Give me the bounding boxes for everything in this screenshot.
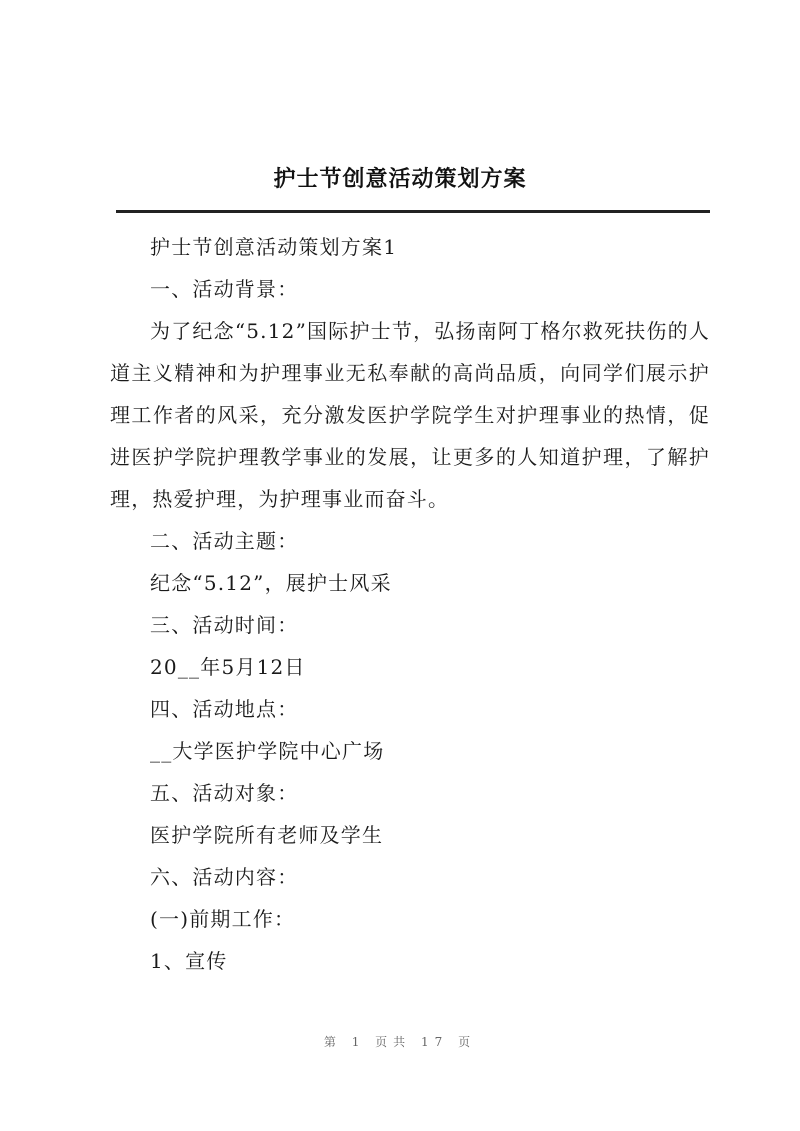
page-footer: 第 1 页共 17 页 xyxy=(323,1035,477,1049)
subsection-heading-prep: (一)前期工作： xyxy=(150,907,296,931)
paragraph-time: 20__年5月12日 xyxy=(150,655,306,679)
section-heading-content: 六、活动内容： xyxy=(150,865,299,889)
paragraph-audience: 医护学院所有老师及学生 xyxy=(150,823,384,847)
paragraph-background: 为了纪念“5.12”国际护士节，弘扬南阿丁格尔救死扶伤的人道主义精神和为护理事业无私奉献的高尚品质，向同学们展示护理工作者的风采，充分激发医护学院学生对护理事业的热情，促进医护学院护理教学事业的发展，让更多的人知道护理，了解护理，热爱护理，为护理事业而奋斗。 xyxy=(110,319,710,511)
section-heading-theme: 二、活动主题： xyxy=(150,529,299,553)
paragraph-location: __大学医护学院中心广场 xyxy=(150,739,385,763)
section-heading-background: 一、活动背景： xyxy=(150,277,299,301)
section-heading-time: 三、活动时间： xyxy=(150,613,299,637)
section-heading-audience: 五、活动对象： xyxy=(150,781,299,805)
document-title: 护士节创意活动策划方案 xyxy=(273,166,527,192)
paragraph-heading-plan: 护士节创意活动策划方案1 xyxy=(150,235,398,259)
section-heading-location: 四、活动地点： xyxy=(150,697,299,721)
paragraph-theme: 纪念“5.12”，展护士风采 xyxy=(150,571,392,595)
document-body xyxy=(110,226,710,982)
list-item-publicity: 1、宣传 xyxy=(150,949,228,973)
title-divider xyxy=(116,210,710,213)
